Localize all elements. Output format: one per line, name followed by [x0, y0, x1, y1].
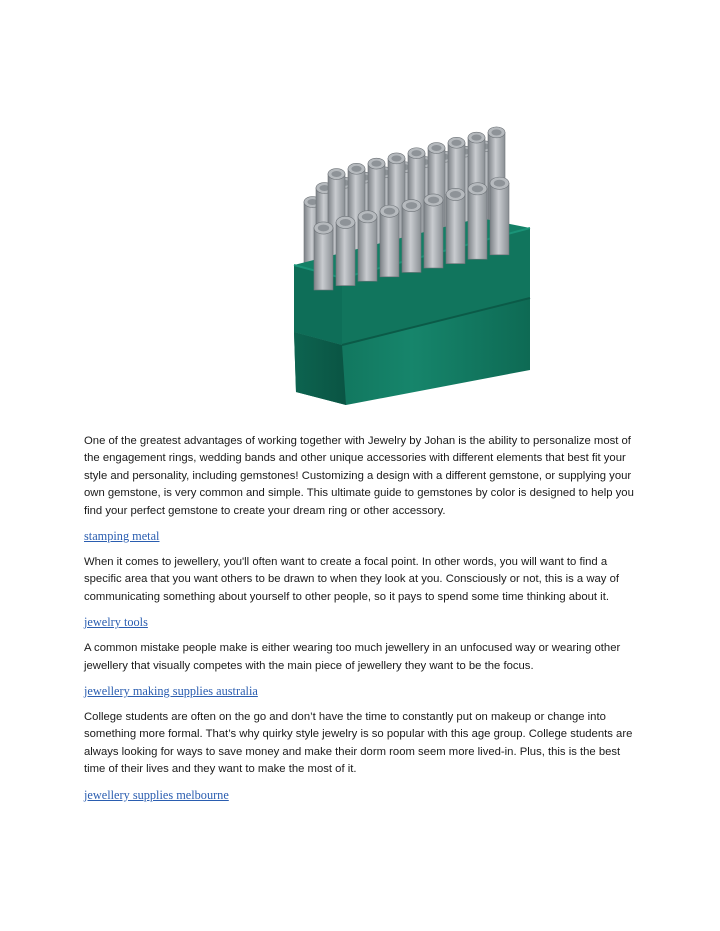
link-stamping-metal[interactable]: stamping metal	[84, 529, 160, 544]
article-body	[84, 433, 636, 813]
stamp-set-image	[280, 120, 540, 410]
paragraph-4: College students are often on the go and don’t have the time to constantly put on makeup or change into something more formal. That’s why quirky style jewelry is so popular with this age group. College students are always looking for ways to save money and make their dorm room seem more lived-in. Plus, this is the best time of their lives and they want to make the most of it.	[84, 711, 633, 776]
link-jewellery-supplies-melbourne[interactable]: jewellery supplies melbourne	[84, 787, 229, 802]
paragraph-2: When it comes to jewellery, you'll often want to create a focal point. In other words, you will want to find a specific area that you want others to be drawn to when they look at you. Consciously or not, this is a way of communicating something about yourself to other people, so it pays to spend some time thinking about it.	[84, 556, 620, 603]
link-jewellery-making-supplies-australia[interactable]: jewellery making supplies australia	[84, 684, 258, 699]
paragraph-3: A common mistake people make is either wearing too much jewellery in an unfocused way or wearing other jewellery that visually competes with the main piece of jewellery they want to be the focus.	[84, 642, 621, 672]
link-jewelry-tools[interactable]: jewelry tools	[84, 615, 148, 630]
paragraph-1: One of the greatest advantages of working together with Jewelry by Johan is the ability to personalize most of the engagement rings, wedding bands and other unique accessories with different elements that best fit your style and personality, including gemstones! Customizing a design with a different gemstone, or supplying your own gemstone, is very common and simple. This ultimate guide to gemstones by color is designed to help you find your perfect gemstone to create your dream ring or other accessory.	[84, 435, 634, 517]
